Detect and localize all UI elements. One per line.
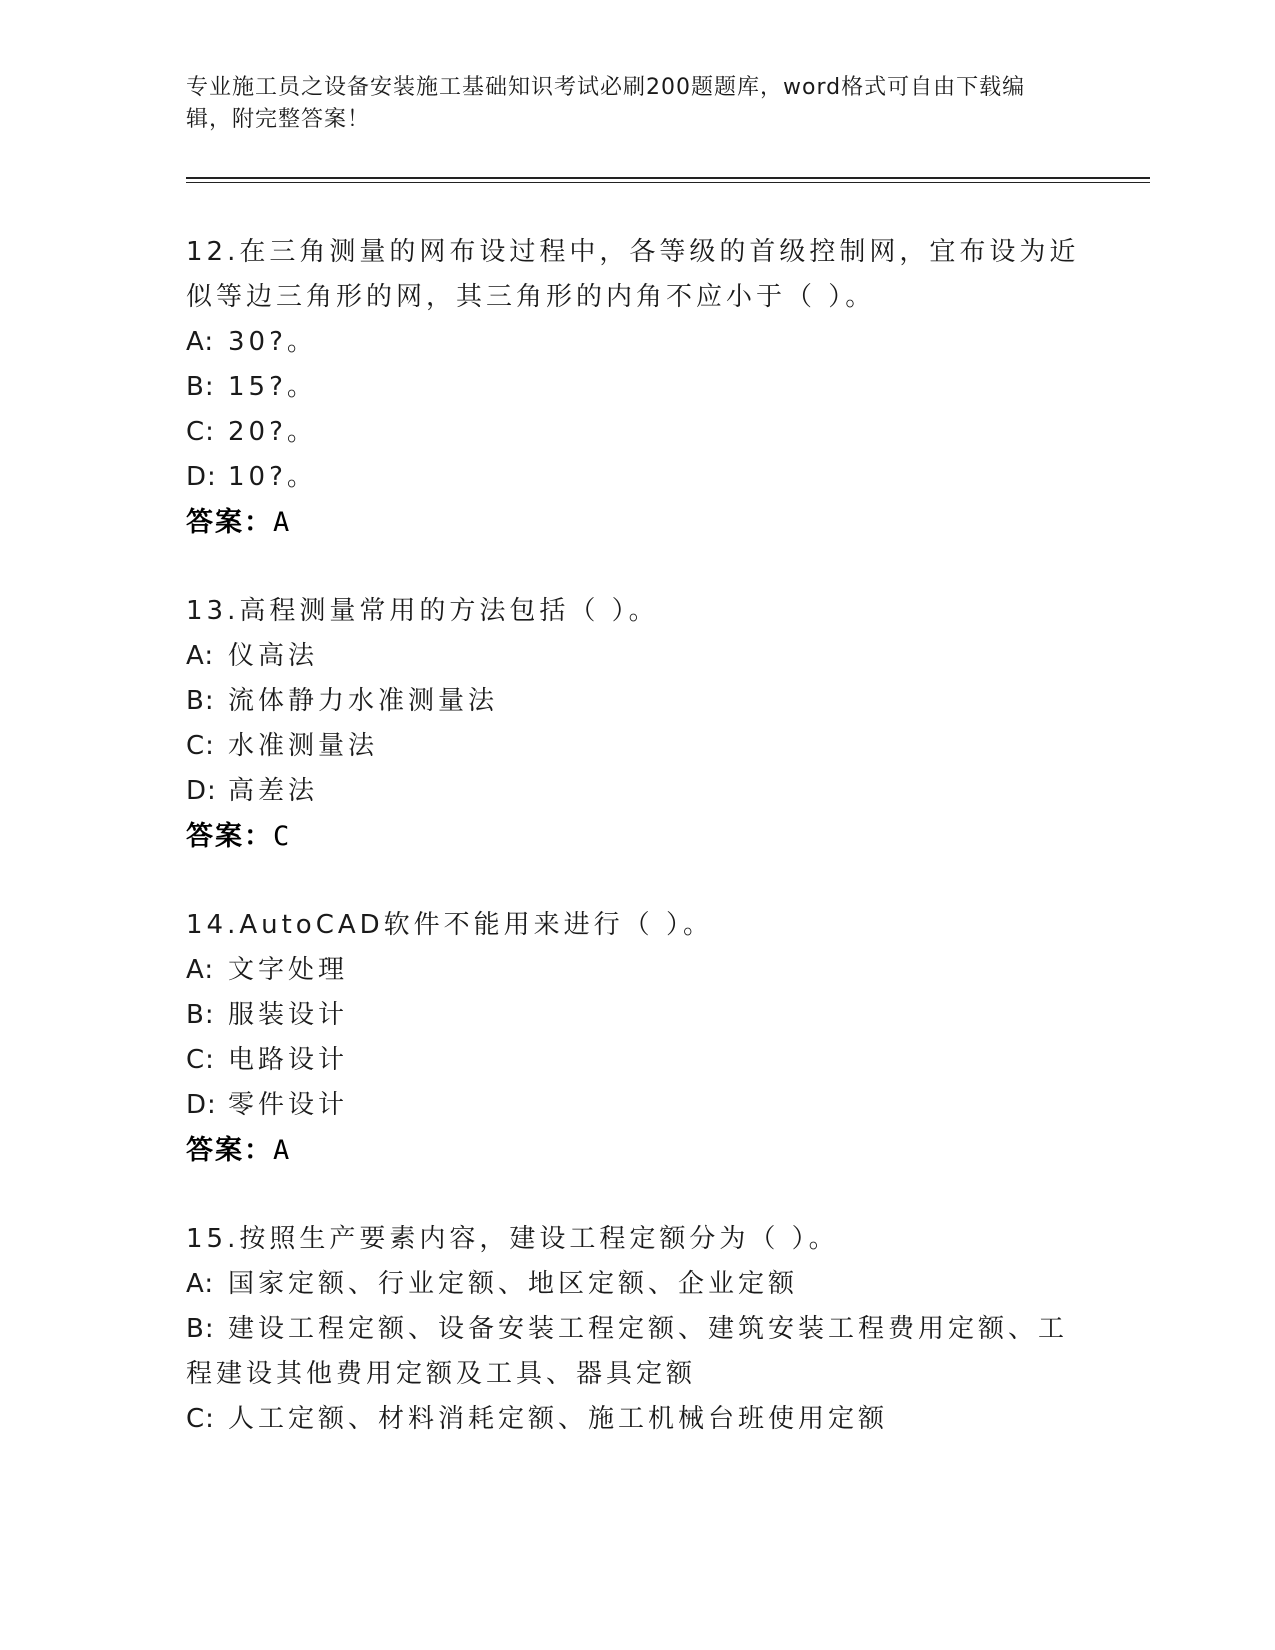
option-letter: D: <box>186 462 217 492</box>
option-a <box>186 634 1086 679</box>
option-text: 10?。 <box>228 462 317 492</box>
question-12 <box>186 230 1086 545</box>
question-13 <box>186 589 1086 859</box>
option-text: 服装设计 <box>228 1000 349 1030</box>
option-c <box>186 724 1086 769</box>
option-c <box>186 410 1086 455</box>
question-15 <box>186 1217 1086 1442</box>
option-letter: C: <box>186 1404 215 1434</box>
option-a <box>186 1262 1086 1307</box>
document-header: 专业施工员之设备安装施工基础知识考试必刷200题题库，word格式可自由下载编辑，附完整答案！ <box>186 75 1026 132</box>
answer-label: 答案： <box>186 507 273 538</box>
option-text: 高差法 <box>228 776 319 806</box>
answer-value: A <box>273 1135 292 1166</box>
option-letter: C: <box>186 417 215 447</box>
option-text: 20?。 <box>228 417 317 447</box>
option-letter: A: <box>186 1269 215 1299</box>
option-text: 水准测量法 <box>228 731 379 761</box>
option-a <box>186 948 1086 993</box>
header-divider-bottom <box>186 182 1150 183</box>
answer-line <box>186 500 1086 545</box>
option-c <box>186 1038 1086 1083</box>
answer-label: 答案： <box>186 821 273 852</box>
option-letter: A: <box>186 955 215 985</box>
answer-line <box>186 1128 1086 1173</box>
option-b <box>186 993 1086 1038</box>
option-text: 人工定额、材料消耗定额、施工机械台班使用定额 <box>228 1404 889 1434</box>
question-list <box>186 230 1086 1486</box>
option-text: 30?。 <box>228 327 317 357</box>
option-a <box>186 320 1086 365</box>
option-d <box>186 1083 1086 1128</box>
question-stem: 12.在三角测量的网布设过程中，各等级的首级控制网，宜布设为近似等边三角形的网，其三角形的内角不应小于（ ）。 <box>186 237 1080 312</box>
answer-value: C <box>273 821 292 852</box>
option-letter: A: <box>186 327 215 357</box>
answer-label: 答案： <box>186 1135 273 1166</box>
option-letter: B: <box>186 686 215 716</box>
option-letter: C: <box>186 1045 215 1075</box>
option-b <box>186 1307 1086 1397</box>
option-c <box>186 1397 1086 1442</box>
option-text: 零件设计 <box>228 1090 349 1120</box>
option-letter: B: <box>186 1314 215 1344</box>
question-stem: 13.高程测量常用的方法包括（ ）。 <box>186 596 659 626</box>
option-text: 流体静力水准测量法 <box>228 686 499 716</box>
option-letter: B: <box>186 1000 215 1030</box>
option-text: 仪高法 <box>228 641 319 671</box>
question-14 <box>186 903 1086 1173</box>
option-text: 文字处理 <box>228 955 349 985</box>
option-letter: B: <box>186 372 215 402</box>
option-text: 电路设计 <box>228 1045 349 1075</box>
option-letter: A: <box>186 641 215 671</box>
option-d <box>186 455 1086 500</box>
option-letter: D: <box>186 1090 217 1120</box>
option-b <box>186 365 1086 410</box>
answer-value: A <box>273 507 292 538</box>
option-text: 15?。 <box>228 372 317 402</box>
option-letter: D: <box>186 776 217 806</box>
option-text: 建设工程定额、设备安装工程定额、建筑安装工程费用定额、工程建设其他费用定额及工具、器具定额 <box>186 1314 1069 1389</box>
answer-line <box>186 814 1086 859</box>
option-letter: C: <box>186 731 215 761</box>
header-divider-top <box>186 177 1150 179</box>
question-stem: 15.按照生产要素内容，建设工程定额分为（ ）。 <box>186 1224 839 1254</box>
option-d <box>186 769 1086 814</box>
option-b <box>186 679 1086 724</box>
question-stem: 14.AutoCAD软件不能用来进行（ ）。 <box>186 910 713 940</box>
option-text: 国家定额、行业定额、地区定额、企业定额 <box>228 1269 799 1299</box>
